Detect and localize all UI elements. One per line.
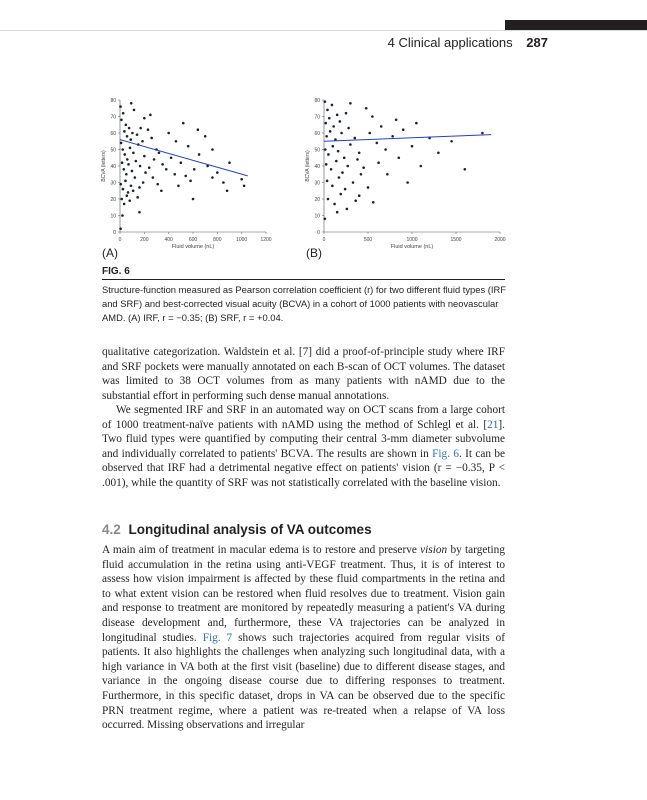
section-title: Longitudinal analysis of VA outcomes	[128, 522, 372, 537]
data-point-a	[129, 147, 132, 150]
x-tick-label-a: 200	[140, 237, 149, 243]
data-point-a	[130, 102, 133, 105]
data-point-b	[380, 125, 383, 128]
data-point-a	[153, 158, 156, 161]
data-point-b	[346, 165, 349, 168]
data-point-a	[226, 189, 229, 192]
data-point-b	[358, 194, 361, 197]
data-point-a	[133, 109, 136, 112]
data-point-a	[120, 142, 123, 145]
data-point-b	[332, 125, 335, 128]
data-point-a	[132, 189, 135, 192]
data-point-b	[324, 218, 327, 221]
data-point-b	[328, 117, 331, 120]
data-point-a	[149, 114, 152, 117]
data-point-a	[123, 203, 126, 206]
figure-7-link[interactable]: Fig. 7	[202, 631, 233, 644]
data-point-b	[354, 137, 357, 140]
data-point-a	[119, 227, 122, 230]
y-tick-label-a: 0	[113, 230, 116, 236]
paragraph-3-text-c: shows such trajectories acquired from regular visits of patients. It also highlights the challenges when analyzing such longitudinal data, with a high variance in VA both at the first visit (baseline) due to different disease stages, and variance in the ongoing disease course due to differing responses to treatment. Furthermore, in this specific dataset, drops in VA can be observed due to the specific PRN treatment regime, where a patient was re-treated when a relapse of VA loss occurred. Missing observations and irregular	[102, 631, 505, 732]
data-point-a	[144, 171, 147, 174]
data-point-b	[345, 112, 348, 115]
data-point-a	[126, 158, 129, 161]
data-point-a	[167, 132, 170, 135]
data-point-b	[398, 156, 401, 159]
data-point-b	[384, 148, 387, 151]
y-tick-label-a: 30	[110, 180, 116, 187]
data-point-b	[326, 180, 329, 183]
fit-line-b	[324, 135, 491, 142]
x-tick-label-b: 1500	[450, 237, 462, 243]
x-tick-label-a: 600	[188, 237, 198, 243]
y-axis-label-b: BCVA (letters)	[305, 150, 311, 182]
paragraph-2	[102, 403, 505, 491]
y-tick-label-b: 20	[314, 197, 320, 203]
y-tick-label-b: 80	[314, 98, 320, 104]
data-point-a	[125, 173, 128, 176]
data-point-b	[325, 163, 328, 166]
x-tick-label-a: 1200	[260, 237, 272, 243]
data-point-b	[415, 122, 418, 125]
data-point-b	[376, 142, 379, 145]
data-point-b	[372, 201, 375, 204]
data-point-b	[402, 128, 405, 131]
paragraph-3-text-b: by targeting fluid accumulation in the retina using anti-VEGF treatment. Thus, it is of interest to assess how vision impairment is affected by these fluid compartments in the retina and to what extent vision can be restored when fluid resolves due to treatment. Vision gain and response to treatment are monitored by repeatedly measuring a patient's VA during disease development and, furthermore, these VA trajectories can be analyzed in longitudinal studies.	[102, 544, 505, 644]
x-tick-label-a: 0	[118, 237, 122, 243]
data-point-a	[240, 178, 243, 181]
x-tick-label-b: 500	[363, 237, 373, 243]
figure-rule	[102, 279, 505, 280]
data-point-a	[143, 155, 146, 158]
x-tick-label-b: 1000	[406, 237, 418, 243]
data-point-b	[338, 176, 341, 179]
y-tick-label-a: 70	[110, 114, 116, 121]
data-point-b	[420, 165, 423, 168]
data-point-b	[344, 188, 347, 191]
data-point-a	[121, 214, 124, 217]
data-point-b	[337, 150, 340, 153]
x-tick-label-a: 400	[164, 237, 173, 243]
data-point-a	[136, 133, 139, 136]
data-point-a	[122, 112, 125, 115]
data-point-b	[377, 161, 380, 164]
fit-line-a	[120, 140, 248, 176]
data-point-a	[156, 183, 159, 186]
y-tick-label-b: 10	[314, 213, 320, 220]
data-point-b	[347, 127, 350, 130]
data-point-a	[175, 140, 178, 143]
paragraph-3-emphasis: vision	[420, 544, 448, 556]
data-point-a	[127, 191, 130, 194]
paragraph-2-text-a: We segmented IRF and SRF in an automated way on OCT scans from a large cohort of 1000 treatment-naïve patients with nAMD using the method of Schlegl et al. [	[102, 404, 505, 431]
data-point-a	[127, 163, 130, 166]
data-point-b	[326, 109, 329, 112]
y-tick-label-a: 80	[110, 98, 116, 104]
running-head	[388, 35, 548, 50]
data-point-b	[327, 153, 330, 156]
data-point-a	[211, 176, 214, 179]
data-point-a	[198, 153, 201, 156]
chapter-title: 4 Clinical applications	[387, 35, 513, 50]
data-point-a	[124, 180, 127, 183]
data-point-b	[346, 208, 349, 211]
data-point-b	[341, 171, 344, 174]
data-point-b	[411, 145, 414, 148]
data-point-b	[339, 120, 342, 123]
data-point-b	[335, 160, 338, 163]
paragraph-3	[102, 543, 505, 733]
data-point-a	[135, 160, 138, 163]
data-point-a	[148, 166, 151, 169]
data-point-a	[228, 161, 231, 164]
data-point-b	[332, 145, 335, 148]
data-point-a	[134, 176, 137, 179]
data-point-a	[129, 138, 132, 141]
panel-b-label: (B)	[306, 246, 322, 260]
scatter-plot-b	[300, 92, 510, 250]
x-axis-label-a: Fluid volume (nL)	[171, 244, 215, 250]
y-axis-label-a: BCVA (letters)	[101, 150, 107, 182]
header-bar	[505, 20, 647, 30]
data-point-a	[128, 127, 131, 130]
y-tick-label-a: 10	[110, 213, 116, 220]
data-point-b	[386, 173, 389, 176]
data-point-b	[343, 156, 346, 159]
y-tick-label-a: 40	[110, 164, 116, 170]
data-point-a	[131, 132, 134, 135]
x-tick-label-a: 800	[213, 237, 222, 243]
x-tick-label-b: 2000	[494, 237, 506, 243]
data-point-a	[160, 189, 163, 192]
data-point-a	[170, 156, 173, 159]
x-tick-label-b: 0	[322, 237, 326, 243]
figure-label: FIG. 6	[102, 266, 130, 277]
data-point-b	[330, 168, 333, 171]
header-rule	[0, 30, 647, 31]
data-point-a	[165, 168, 168, 171]
data-point-a	[243, 185, 246, 188]
data-point-a	[123, 130, 126, 133]
data-point-b	[437, 152, 440, 155]
data-point-b	[333, 203, 336, 206]
y-tick-label-a: 60	[110, 131, 116, 137]
data-point-b	[356, 158, 359, 161]
data-point-b	[450, 140, 453, 143]
data-point-a	[173, 173, 176, 176]
data-point-b	[327, 198, 330, 201]
y-tick-label-b: 0	[317, 230, 320, 236]
data-point-a	[161, 163, 164, 166]
data-point-b	[352, 181, 355, 184]
data-point-a	[189, 180, 192, 183]
data-point-b	[329, 130, 332, 133]
figure-caption: Structure-function measured as Pearson correlation coefficient (r) for two different fluid types (IRF and SRF) and best-corrected visual acuity (BCVA) in a cohort of 1000 patients with neovascular AMD. (A) IRF, r = −0.35; (B) SRF, r = +0.04.	[102, 284, 506, 323]
data-point-a	[211, 148, 214, 151]
data-point-a	[184, 175, 187, 178]
data-point-a	[180, 161, 183, 164]
data-point-a	[119, 183, 122, 186]
data-point-a	[147, 128, 150, 131]
data-point-a	[204, 135, 207, 138]
data-point-b	[339, 193, 342, 196]
data-point-a	[120, 119, 123, 122]
data-point-a	[141, 140, 144, 143]
data-point-a	[126, 135, 129, 138]
data-point-a	[192, 198, 195, 201]
paragraph-2-text-c: . It can be observed that IRF had a detrimental negative effect on patients' vision (r = −0.35, P < .001), while the quantity of SRF was not statistically correlated with the baseline vision.	[102, 447, 505, 489]
data-point-b	[367, 186, 370, 189]
x-axis-label-b: Fluid volume (nL)	[390, 244, 434, 250]
data-point-a	[216, 171, 219, 174]
data-point-a	[143, 117, 146, 120]
data-point-a	[197, 128, 200, 131]
data-point-a	[126, 194, 129, 197]
data-point-b	[349, 102, 352, 105]
data-point-a	[138, 186, 141, 189]
data-point-b	[391, 135, 394, 138]
data-point-b	[324, 100, 327, 103]
data-point-a	[182, 122, 185, 125]
data-point-b	[368, 132, 371, 135]
citation-link-21[interactable]: 21	[487, 418, 499, 431]
section-number: 4.2	[102, 522, 121, 537]
data-point-b	[324, 122, 327, 125]
data-point-a	[120, 198, 123, 201]
data-point-b	[325, 135, 328, 138]
data-point-a	[193, 168, 196, 171]
data-point-b	[406, 181, 409, 184]
section-heading	[102, 522, 372, 537]
data-point-b	[360, 173, 363, 176]
data-point-b	[324, 148, 327, 151]
data-point-a	[177, 185, 180, 188]
paragraph-1: qualitative categorization. Waldstein et al. [7] did a proof-of-principle study where IRF and SRF pockets were manually annotated on each B-scan of OCT volumes. The dataset was limited to 38 OCT volumes from as many patients with nAMD due to the substantial effort in performing such dense manual annotations.	[102, 346, 505, 402]
data-point-b	[481, 132, 484, 135]
y-tick-label-b: 40	[314, 164, 320, 170]
data-point-b	[336, 211, 339, 214]
data-point-a	[139, 165, 142, 168]
data-point-a	[121, 148, 124, 151]
data-point-a	[128, 199, 131, 202]
data-point-a	[142, 181, 145, 184]
data-point-a	[139, 127, 142, 130]
y-tick-label-b: 60	[314, 131, 320, 137]
data-point-a	[125, 123, 128, 126]
data-point-b	[365, 107, 368, 110]
data-point-b	[395, 119, 398, 122]
data-point-b	[336, 114, 339, 117]
data-point-a	[121, 161, 124, 164]
data-point-a	[131, 170, 134, 173]
scatter-plot-a	[96, 92, 276, 250]
x-tick-label-a: 1000	[236, 237, 248, 243]
data-point-a	[138, 211, 141, 214]
data-point-a	[150, 137, 153, 140]
data-point-b	[371, 115, 374, 118]
page-number: 287	[526, 35, 548, 50]
data-point-b	[340, 132, 343, 135]
data-point-b	[464, 168, 467, 171]
data-point-b	[331, 185, 334, 188]
data-point-a	[187, 145, 190, 148]
paragraph-3-text-a: A main aim of treatment in macular edema is to restore and preserve	[102, 544, 421, 556]
y-tick-label-b: 50	[314, 147, 320, 154]
data-point-a	[158, 152, 161, 155]
data-point-b	[331, 104, 334, 107]
data-point-a	[123, 153, 126, 156]
data-point-a	[222, 181, 225, 184]
data-point-b	[349, 143, 352, 146]
data-point-a	[122, 188, 125, 191]
figure-6-link[interactable]: Fig. 6	[432, 447, 459, 460]
y-tick-label-a: 20	[110, 197, 116, 203]
data-point-a	[119, 105, 122, 108]
y-tick-label-b: 30	[314, 180, 320, 187]
y-tick-label-b: 70	[314, 114, 320, 121]
data-point-a	[122, 168, 125, 171]
y-tick-label-a: 50	[110, 147, 116, 154]
data-point-a	[152, 176, 155, 179]
data-point-a	[136, 196, 139, 199]
data-point-b	[354, 199, 357, 202]
panel-a-label: (A)	[102, 246, 118, 260]
data-point-a	[130, 185, 133, 188]
paragraph-2-text-b: ]. Two fluid types were quantified by computing their central 3-mm diameter subvolume and individually correlated to patients' BCVA. The results are shown in	[102, 418, 505, 460]
data-point-b	[358, 152, 361, 155]
data-point-b	[362, 166, 365, 169]
data-point-a	[132, 152, 135, 155]
